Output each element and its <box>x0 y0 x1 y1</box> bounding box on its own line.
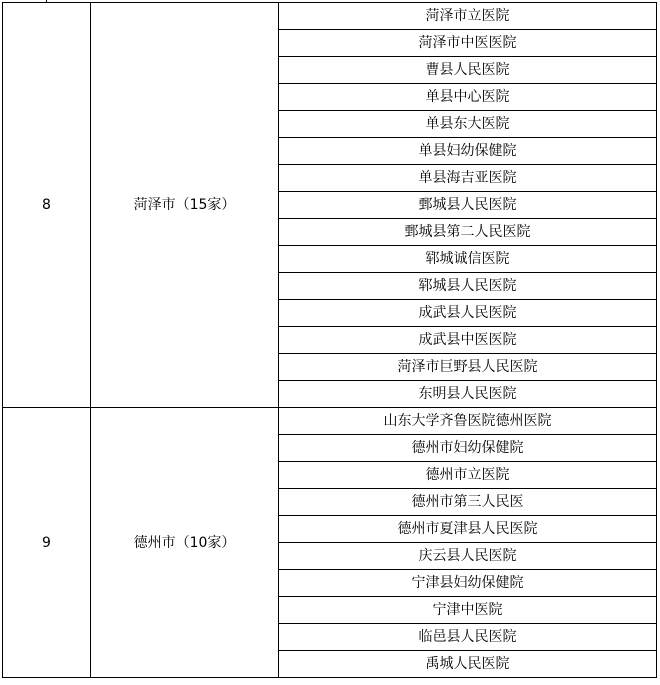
hospital-name-cell: 东明县人民医院 <box>279 381 657 408</box>
hospital-name-cell: 单县东大医院 <box>279 111 657 138</box>
table-row <box>3 408 657 435</box>
table-row <box>3 3 657 30</box>
hospital-name-cell: 德州市立医院 <box>279 462 657 489</box>
hospital-name-cell: 单县妇幼保健院 <box>279 138 657 165</box>
hospital-name-cell: 郓城县人民医院 <box>279 273 657 300</box>
hospital-name-cell: 菏泽市巨野县人民医院 <box>279 354 657 381</box>
group-number-cell: 8 <box>3 3 91 408</box>
hospital-name-cell: 德州市妇幼保健院 <box>279 435 657 462</box>
hospital-name-cell: 宁津中医院 <box>279 597 657 624</box>
hospital-name-cell: 菏泽市中医医院 <box>279 30 657 57</box>
city-cell: 菏泽市（15家） <box>91 3 279 408</box>
group-number-cell: 9 <box>3 408 91 678</box>
hospital-name-cell: 郓城诚信医院 <box>279 246 657 273</box>
hospital-name-cell: 禹城人民医院 <box>279 651 657 678</box>
hospital-name-cell: 宁津县妇幼保健院 <box>279 570 657 597</box>
hospital-name-cell: 成武县人民医院 <box>279 300 657 327</box>
hospital-name-cell: 临邑县人民医院 <box>279 624 657 651</box>
hospital-name-cell: 庆云县人民医院 <box>279 543 657 570</box>
hospital-name-cell: 菏泽市立医院 <box>279 3 657 30</box>
hospital-table <box>2 2 657 678</box>
hospital-name-cell: 德州市夏津县人民医院 <box>279 516 657 543</box>
hospital-name-cell: 鄄城县人民医院 <box>279 192 657 219</box>
hospital-name-cell: 成武县中医医院 <box>279 327 657 354</box>
hospital-name-cell: 山东大学齐鲁医院德州医院 <box>279 408 657 435</box>
hospital-name-cell: 德州市第三人民医 <box>279 489 657 516</box>
hospital-name-cell: 单县中心医院 <box>279 84 657 111</box>
city-cell: 德州市（10家） <box>91 408 279 678</box>
hospital-name-cell: 单县海吉亚医院 <box>279 165 657 192</box>
hospital-name-cell: 曹县人民医院 <box>279 57 657 84</box>
hospital-table-body <box>3 3 657 678</box>
hospital-name-cell: 鄄城县第二人民医院 <box>279 219 657 246</box>
